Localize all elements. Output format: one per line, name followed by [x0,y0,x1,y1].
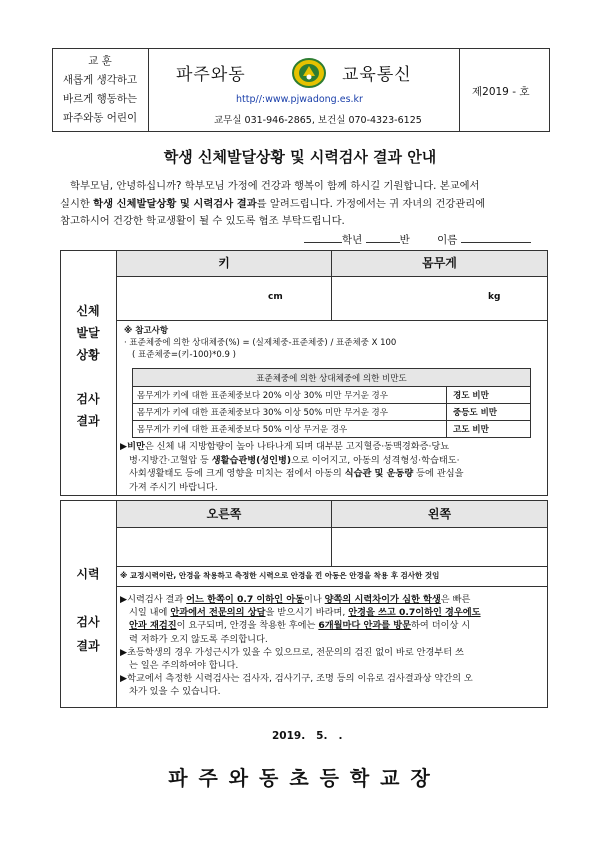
note-formula: · 표준체중에 의한 상대체중(%) = (실제체중-표준체중) / 표준체중 X 100 [124,338,397,348]
name-blank[interactable] [461,242,531,243]
right-eye-header: 오른쪽 [117,501,331,527]
motto-line: 파주와동 어린이 [62,112,138,124]
class-label: 반 [399,234,410,246]
header-divider-2 [459,48,460,132]
intro-line: 참고하시어 건강한 학교생활이 될 수 있도록 협조 부탁드립니다. [60,215,345,227]
note-standard-weight: ( 표준체중=(키-100)*0.9 ) [132,350,236,360]
table-header-row [133,369,531,387]
school-emblem-icon [292,58,326,88]
intro-text [60,178,550,231]
issue-date: 2019. 5. . [272,730,343,742]
grade-blank[interactable] [304,242,342,243]
corrected-note-line [116,586,548,587]
motto-title: 교 훈 [88,55,112,67]
class-blank[interactable] [366,242,400,243]
page-title: 학생 신체발달상황 및 시력검사 결과 안내 [163,148,437,166]
school-url[interactable] [236,94,363,105]
motto [52,52,148,128]
phone-numbers: 교무실 031-946-2865, 보건실 070-4323-6125 [214,115,422,126]
body-section-label: 신체 발달 상황 검사 결과 [76,304,100,428]
height-unit: cm [268,292,283,302]
school-name: 파주와동 [176,65,246,85]
weight-header: 몸무게 [332,251,547,276]
intro-line: 학부모님, 안녕하십니까? 학부모님 가정에 건강과 행복이 함께 하시길 기원합니다. 본교에서 [70,180,480,192]
table-row: 몸무게가 키에 대한 표준체중보다 30% 이상 50% 미만 무거운 경우 중등도 비만 [133,404,531,421]
obesity-note: ▶비만은 신체 내 지방함량이 높아 나타나게 되며 대부분 고지혈증·동맥경화증·당뇨 병·지방간·고혈압 등 생활습관병(성인병)으로 이어지고, 아동의 성격형성·학습태도· 사회생활태도 등에 크게 영향을 미치는 점에서 아동의 식습관 및 운동량 등에 관심을 가져 주시기 바랍니다. [120,441,464,493]
height-header: 키 [117,251,331,276]
intro-line: 실시한 학생 신체발달상황 및 시력검사 결과를 알려드립니다. 가정에서는 귀 자녀의 건강관리에 [60,197,486,210]
table-row: 몸무게가 키에 대한 표준체중보다 20% 이상 30% 미만 무거운 경우 경도 비만 [133,387,531,404]
weight-unit: kg [488,292,501,302]
grade-label: 학년 [342,234,363,246]
corrected-vision-note: ※ 교정시력이란, 안경을 착용하고 측정한 시력으로 안경을 낀 아동은 안경을 착용 후 검사한 것임 [120,571,440,580]
hw-header-line [116,276,548,277]
principal-signature: 파 주 와 동 초 등 학 교 장 [168,766,432,790]
intro-highlight: 학생 신체발달상황 및 시력검사 결과 [93,197,257,210]
vision-col-divider [331,500,332,566]
motto-line: 바르게 행동하는 [62,93,138,105]
section-divider [116,250,117,496]
issue-number: 제2019 - 호 [472,86,530,98]
hw-value-line [116,320,548,321]
table-header: 표준체중에 의한 상대체중에 의한 비만도 [133,369,531,387]
url-text[interactable]: http//:www.pjwadong.es.kr [236,94,363,105]
vision-value-line [116,566,548,567]
note-title: ※ 참고사항 [124,326,169,336]
vision-section-label: 시력 검사 결과 [76,567,100,653]
hw-col-divider [331,250,332,320]
left-eye-header: 왼쪽 [332,501,547,527]
name-label: 이름 [437,234,458,246]
newsletter-title: 교육통신 [342,65,412,85]
vision-header-line [116,527,548,528]
student-info-line [304,232,531,247]
motto-line: 새롭게 생각하고 [62,74,138,86]
vision-section-divider [116,500,117,708]
obesity-table [132,368,531,438]
vision-advice: ▶시력검사 결과 어느 한쪽이 0.7 이하인 아동이나 양쪽의 시력차이가 심한 학생은 빠른 시일 내에 안과에서 전문의의 상담을 받으시기 바라며, 안경을 쓰고 0.7이하인 경우에도 안과 재검진이 요구되며, 안경을 착용한 후에는 6개월마다 안과를 방문하여 더이상 시 력 저하가 오지 않도록 주의합니다. ▶초등학생의 경우 가성근시가 있을 수 있으므로, 전문의의 검진 없이 바로 안경부터 쓰 는 일은 주의하여야 합니다. ▶학교에서 측정한 시력검사는 검사자, 검사기구, 조명 등의 이유로 검사결과상 약간의 오 차가 있을 수 있습니다. [120,594,481,698]
reference-notes [124,325,396,361]
table-row: 몸무게가 키에 대한 표준체중보다 50% 이상 무거운 경우 고도 비만 [133,421,531,438]
header-divider-1 [148,48,149,132]
